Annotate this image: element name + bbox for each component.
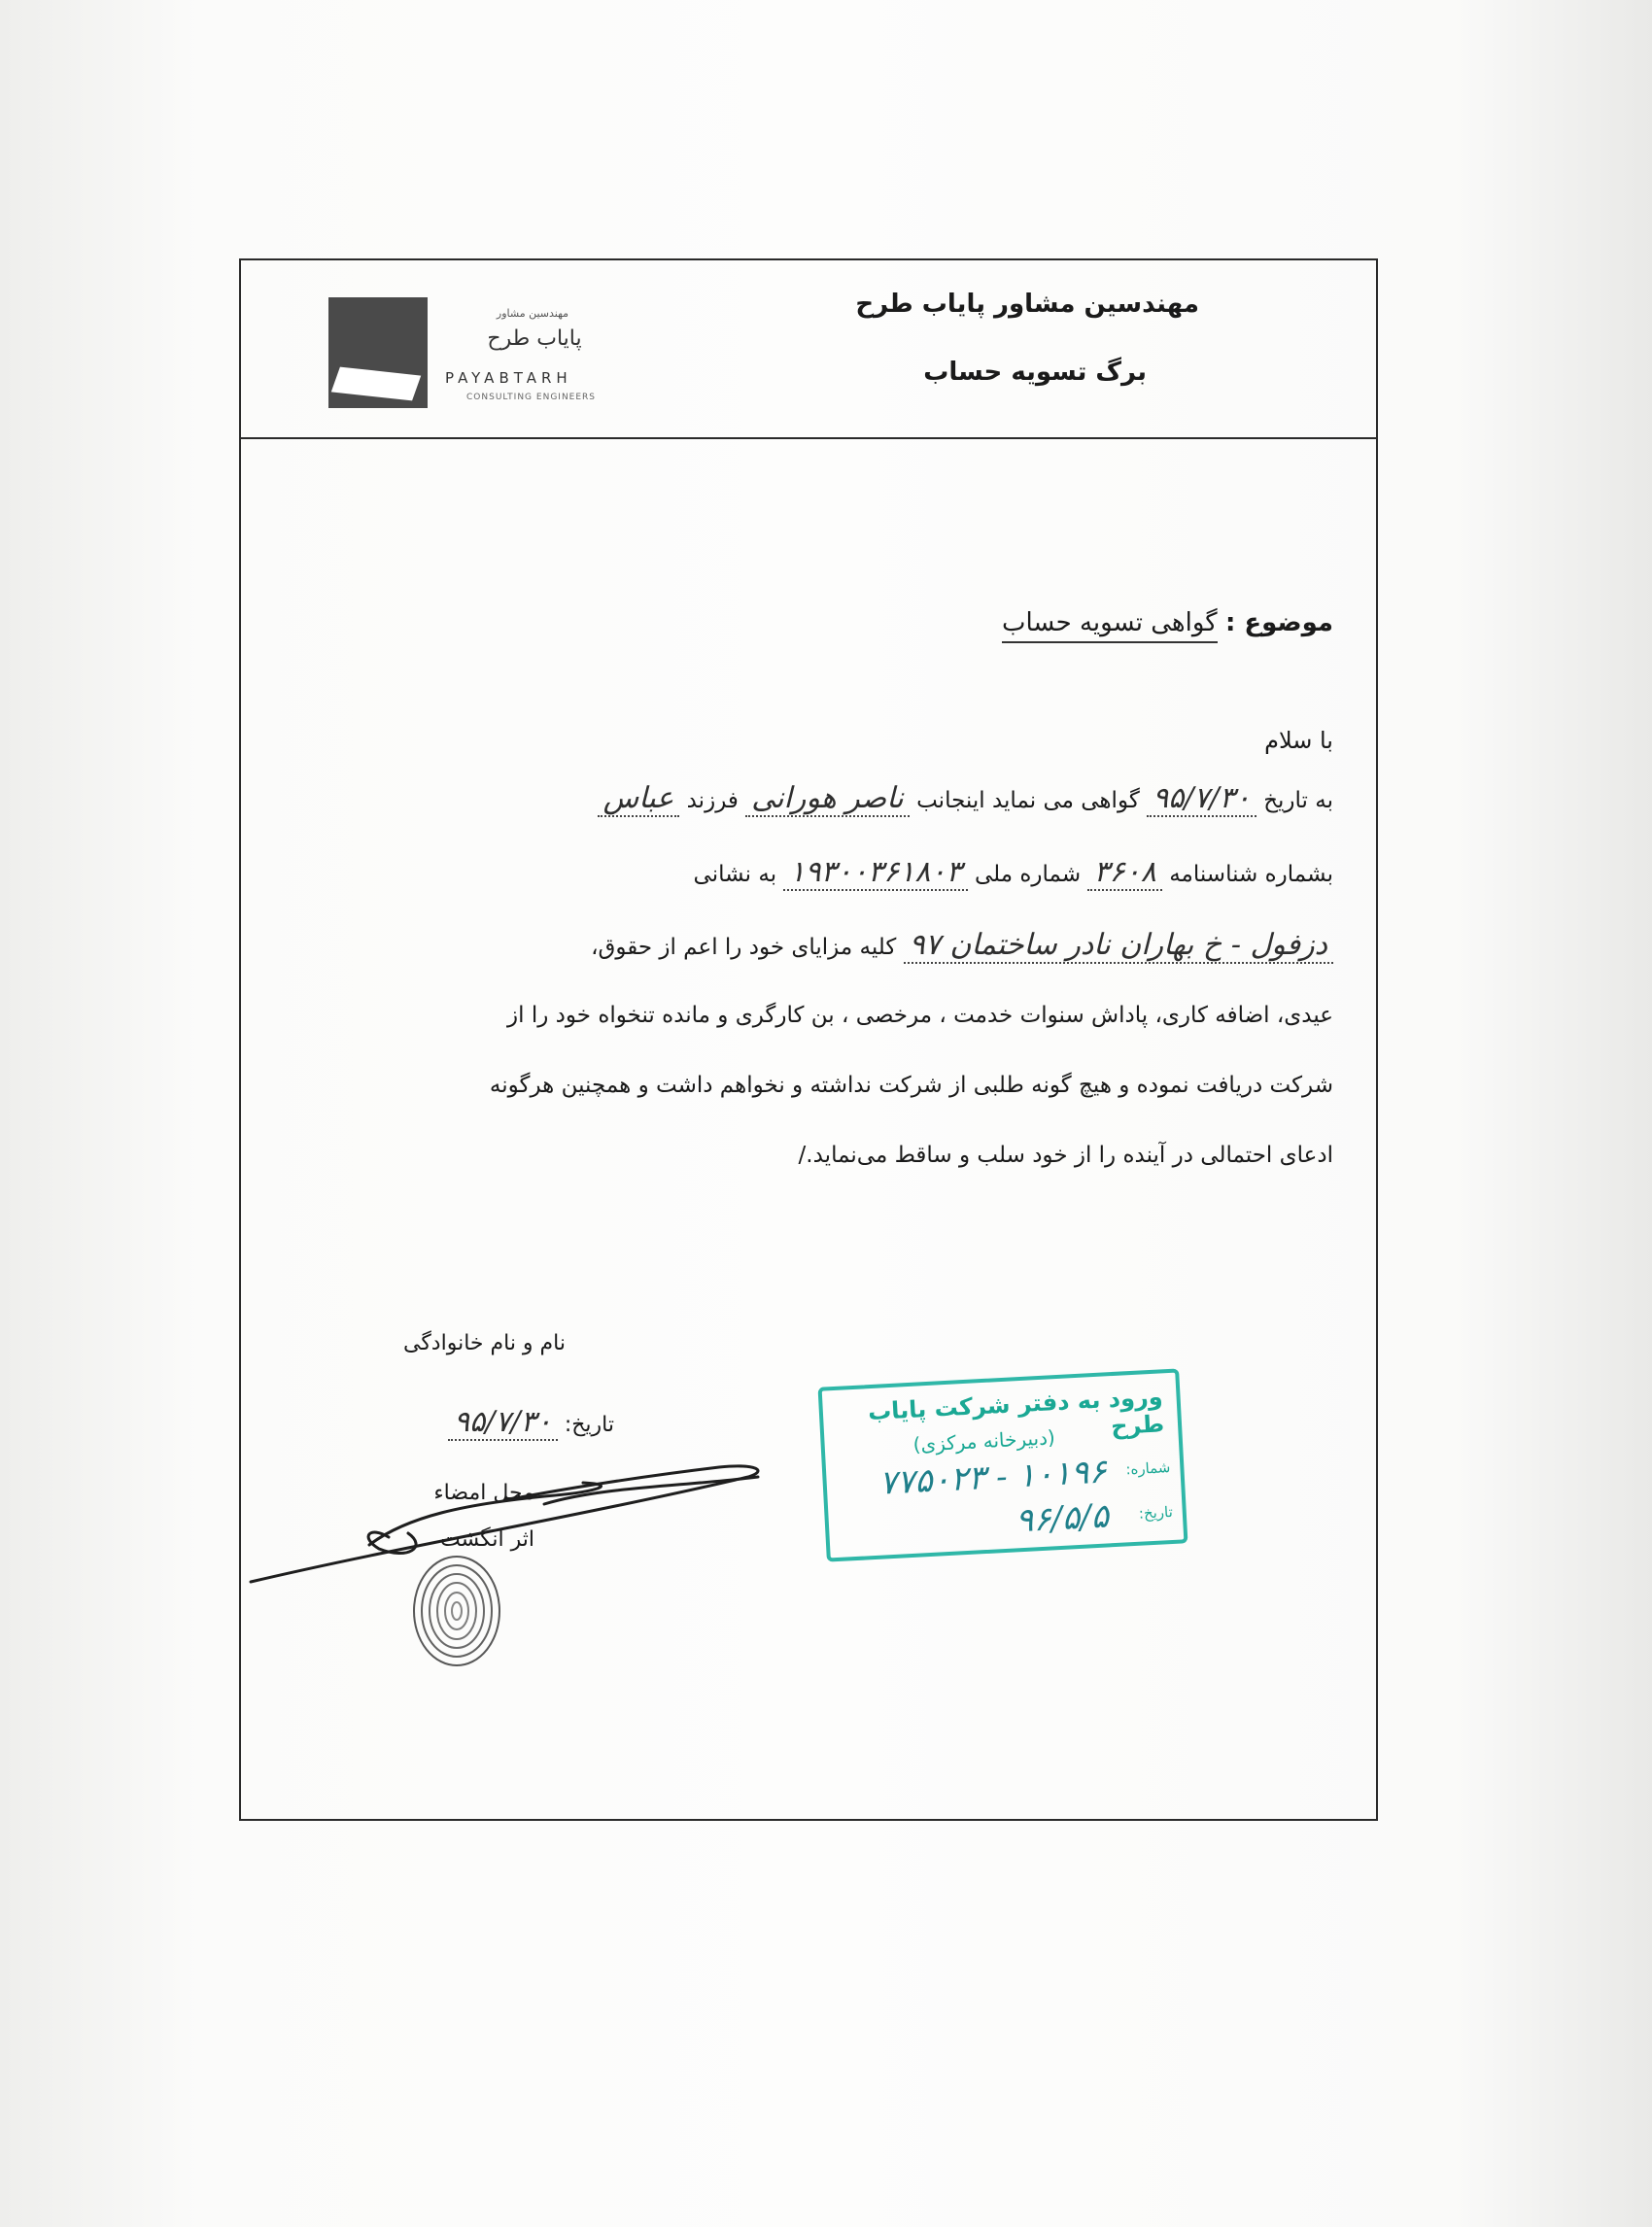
stamp-number-label: شماره: [1124,1457,1171,1479]
thumbprint-icon [414,1557,499,1665]
handwritten-father-name: عباس [598,781,680,817]
stamp-title: ورود به دفتر شرکت پایاب طرح [867,1383,1165,1441]
handwritten-id-number: ۳۶۰۸ [1087,855,1161,891]
body-line-6: ادعای احتمالی در آینده را از خود سلب و ساقط می‌نماید./ [798,1143,1333,1168]
handwritten-national-id: ۱۹۳۰۰۳۶۱۸۰۳ [783,855,967,891]
body-line-4: عیدی، اضافه کاری، پاداش سنوات خدمت ، مرخصی ، بن کارگری و مانده تنخواه خود را از [507,1003,1333,1028]
full-name-label: نام و نام خانوادگی [402,1331,566,1355]
registry-stamp [818,1368,1188,1561]
handwritten-address: دزفول - خ بهاران نادر ساختمان ۹۷ [904,928,1333,964]
national-id-label: شماره ملی [974,862,1082,887]
son-of-label: فرزند [686,788,739,813]
logo-en-name: PAYABTARH [445,369,572,387]
subject-label: موضوع : [1224,608,1333,637]
address-label: به نشانی [693,862,777,887]
handwritten-name: ناصر هورانی [745,781,910,817]
id-label: بشماره شناسنامه [1169,862,1333,887]
subject-value: گواهی تسویه حساب [1002,608,1218,643]
stamp-subtitle: (دبیرخانه مرکزی) [912,1425,1056,1456]
company-name: مهندسین مشاور پایاب طرح [855,290,1199,319]
stamp-date-value: ۹۶/۵/۵ [1015,1496,1110,1541]
stamp-date-label: تاریخ: [1138,1502,1174,1523]
benefits-text: کلیه مزایای خود را اعم از حقوق، [591,935,897,960]
thumbprint-label: اثر انگشت [440,1527,534,1552]
greeting: با سلام [1264,727,1333,754]
handwritten-signature-date: ۹۵/۷/۳۰ [448,1405,558,1441]
logo-fa-name: پایاب طرح [487,326,582,351]
signature-date-label: تاریخ: [564,1413,614,1437]
handwritten-date: ۹۵/۷/۳۰ [1147,781,1256,817]
signature-place-label: محل امضاء [433,1481,534,1505]
certify-text: گواهی می نماید اینجانب [916,788,1140,813]
logo-en-sub: CONSULTING ENGINEERS [466,393,597,402]
stamp-number-value: ۱۰۱۹۶ - ۷۷۵۰۲۳ [878,1452,1108,1503]
body-line-5: شرکت دریافت نموده و هیچ گونه طلبی از شرکت نداشته و نخواهم داشت و همچنین هرگونه [489,1073,1333,1098]
logo-fa-small: مهندسین مشاور [496,307,569,320]
form-title: برگ تسویه حساب [923,358,1147,387]
date-prefix: به تاریخ [1263,788,1333,813]
handwritten-signature [251,1466,758,1582]
